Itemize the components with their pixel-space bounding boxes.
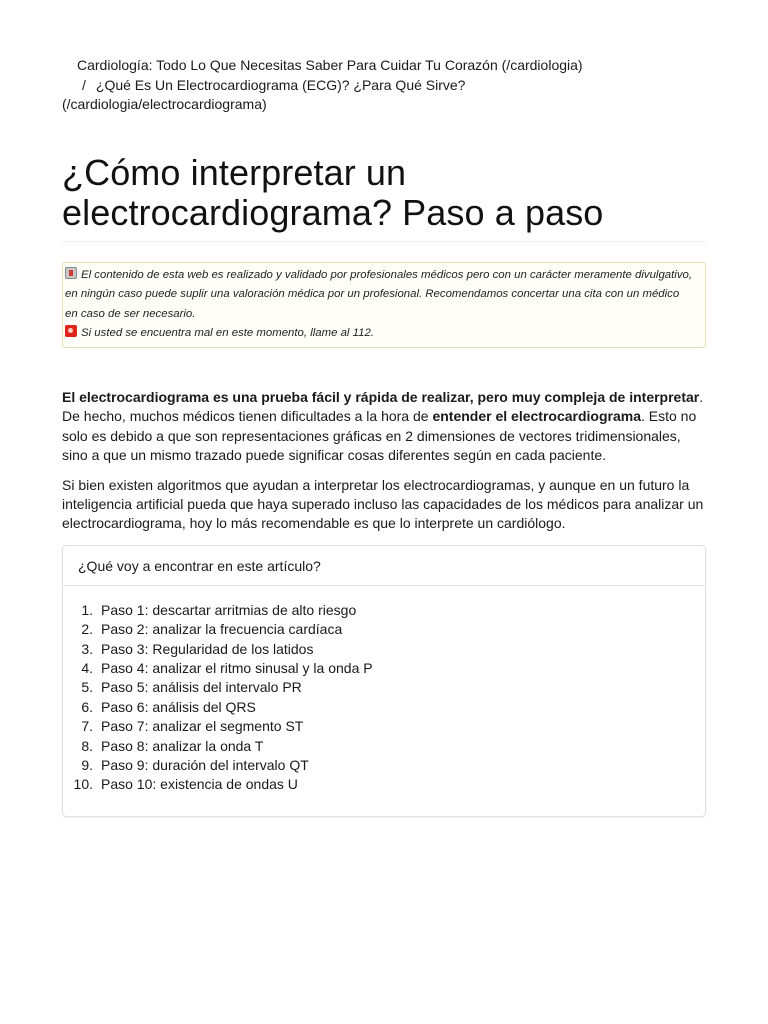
breadcrumb-link-electrocardiograma[interactable]: ¿Qué Es Un Electrocardiograma (ECG)? ¿Para Qué Sirve? bbox=[95, 76, 466, 93]
toc-item-label[interactable]: Paso 4: analizar el ritmo sinusal y la onda P bbox=[101, 659, 373, 676]
toc-item-label[interactable]: Paso 9: duración del intervalo QT bbox=[101, 756, 309, 773]
toc-item-label[interactable]: Paso 8: analizar la onda T bbox=[101, 737, 264, 754]
breadcrumb-link-electrocardiograma-path[interactable]: (/cardiologia/electrocardiograma) bbox=[62, 96, 267, 112]
second-paragraph: Si bien existen algoritmos que ayudan a interpretar los electrocardiogramas, y aunque en un futuro la inteligencia artificial pueda que haya superado incluso las capacidades de los médicos para analizar un electrocardiograma, hoy lo más recomendable es que lo interprete un cardiólogo. bbox=[62, 476, 704, 532]
page-title-line1: ¿Cómo interpretar un bbox=[62, 151, 407, 193]
table-of-contents bbox=[62, 545, 706, 817]
page-title bbox=[62, 153, 706, 242]
toc-item[interactable] bbox=[63, 698, 705, 717]
toc-item-label[interactable]: Paso 7: analizar el segmento ST bbox=[101, 718, 304, 735]
intro-bold-2: entender el electrocardiograma bbox=[432, 408, 641, 425]
toc-header[interactable]: ¿Qué voy a encontrar en este artículo? bbox=[63, 546, 705, 586]
toc-item-number: 2. bbox=[81, 621, 93, 638]
toc-item-number: 1. bbox=[81, 601, 93, 618]
toc-item[interactable] bbox=[63, 756, 705, 775]
toc-item-label[interactable]: Paso 1: descartar arritmias de alto riesgo bbox=[101, 601, 357, 618]
intro-text-2: . Esto no solo es debido a que son representaciones gráficas en 2 dimensiones de vectores tridimensionales, sino a que un mismo trazado puede significar cosas diferentes según en cada paciente. bbox=[62, 408, 697, 464]
page-title-line2: electrocardiograma? Paso a paso bbox=[62, 191, 604, 233]
toc-item-label[interactable]: Paso 2: analizar la frecuencia cardíaca bbox=[101, 621, 343, 638]
toc-item-number: 3. bbox=[81, 640, 93, 657]
siren-icon bbox=[65, 325, 77, 337]
toc-item-number: 7. bbox=[81, 718, 93, 735]
intro-text-1: . De hecho, muchos médicos tienen dificultades a la hora de bbox=[62, 388, 704, 425]
intro-bold-1: El electrocardiograma es una prueba fácil y rápida de realizar, pero muy compleja de interpretar bbox=[62, 388, 700, 405]
article-page bbox=[62, 56, 706, 817]
toc-item-label[interactable]: Paso 10: existencia de ondas U bbox=[101, 776, 298, 793]
toc-item-label[interactable]: Paso 5: análisis del intervalo PR bbox=[101, 679, 302, 696]
disclaimer-text: El contenido de esta web es realizado y validado por profesionales médicos pero con un carácter meramente divulgativo, en ningún caso puede suplir una valoración médica por un profesional. Recomendamos concertar una cita con un médico en caso de ser necesario. bbox=[65, 268, 693, 320]
toc-item[interactable] bbox=[63, 775, 705, 794]
toc-item[interactable] bbox=[63, 737, 705, 756]
toc-item[interactable] bbox=[63, 659, 705, 678]
toc-item-label[interactable]: Paso 6: análisis del QRS bbox=[101, 698, 256, 715]
breadcrumb bbox=[62, 56, 706, 115]
toc-item[interactable] bbox=[63, 678, 705, 697]
intro-paragraph bbox=[62, 388, 706, 466]
breadcrumb-separator: / bbox=[82, 76, 86, 93]
breadcrumb-link-cardiologia[interactable]: Cardiología: Todo Lo Que Necesitas Saber Para Cuidar Tu Corazón (/cardiologia) bbox=[77, 57, 583, 73]
toc-item-label[interactable]: Paso 3: Regularidad de los latidos bbox=[101, 640, 314, 657]
toc-item[interactable] bbox=[63, 717, 705, 736]
toc-item[interactable] bbox=[63, 620, 705, 639]
toc-list bbox=[63, 586, 705, 795]
toc-item[interactable] bbox=[63, 601, 705, 620]
toc-item-number: 10. bbox=[73, 776, 93, 793]
toc-item-number: 6. bbox=[81, 698, 93, 715]
toc-item-number: 5. bbox=[81, 679, 93, 696]
toc-item-number: 4. bbox=[81, 659, 93, 676]
toc-item-number: 8. bbox=[81, 737, 93, 754]
toc-item-number: 9. bbox=[81, 756, 93, 773]
document-icon bbox=[65, 267, 77, 279]
medical-disclaimer bbox=[62, 262, 706, 348]
toc-item[interactable] bbox=[63, 640, 705, 659]
emergency-text: Si usted se encuentra mal en este momento, llame al 112. bbox=[81, 327, 374, 340]
